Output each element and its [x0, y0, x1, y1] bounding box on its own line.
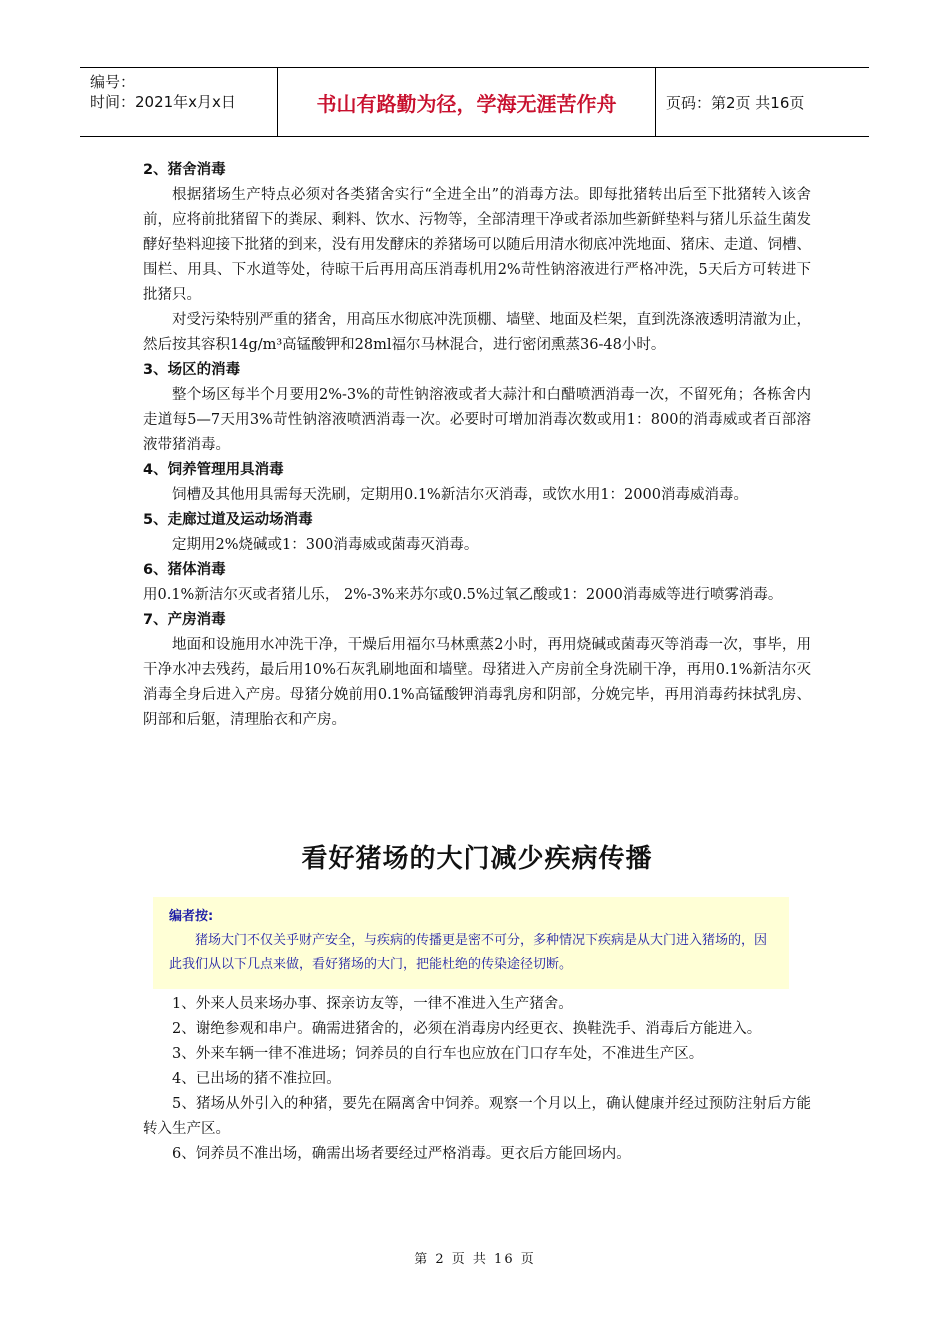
- page-footer: 第 2 页 共 16 页: [414, 1252, 536, 1267]
- section-heading: 3、场区的消毒: [143, 362, 241, 378]
- article-title: 看好猪场的大门减少疾病传播: [301, 844, 653, 874]
- paragraph: 定期用2%烧碱或1：300消毒威或菌毒灭消毒。: [172, 537, 479, 553]
- paragraph: 根据猪场生产特点必须对各类猪舍实行“全进全出”的消毒方法。即每批猪转出后至下批猪转入该舍前，应将前批猪留下的粪尿、剩料、饮水、污物等，全部清理干净或者添加些新鲜垫料与猪儿乐益生菌发酵好垫料迎接下批猪的到来，没有用发酵床的养猪场可以随后用清水彻底冲洗地面、猪床、走道、饲槽、围栏、用具、下水道等处，待晾干后再用高压消毒机用2%苛性钠溶液进行严格冲洗，5天后方可转进下批猪只。: [143, 187, 811, 303]
- paragraph: 整个场区每半个月要用2%-3%的苛性钠溶液或者大蒜汁和白醋喷洒消毒一次，不留死角；各栋舍内走道每5—7天用3%苛性钠溶液喷洒消毒一次。必要时可增加消毒次数或用1：800的消毒威或者百部溶液带猪消毒。: [143, 387, 811, 453]
- section-heading: 7、产房消毒: [143, 612, 226, 628]
- number-label: 编号：: [90, 73, 136, 91]
- section-heading: 6、猪体消毒: [143, 562, 226, 578]
- list-item: 6、饲养员不准出场，确需出场者要经过严格消毒。更衣后方能回场内。: [172, 1146, 631, 1162]
- list-item: 2、谢绝参观和串户。确需进猪舍的，必须在消毒房内经更衣、换鞋洗手、消毒后方能进入。: [172, 1021, 762, 1037]
- rules-list: [143, 992, 811, 1167]
- list-item: 5、猪场从外引入的种猪，要先在隔离舍中饲养。观察一个月以上，确认健康并经过预防注射后方能转入生产区。: [143, 1096, 811, 1137]
- paragraph: 地面和设施用水冲洗干净，干燥后用福尔马林熏蒸2小时，再用烧碱或菌毒灭等消毒一次，事毕，用干净水冲去残药，最后用10%石灰乳刷地面和墙壁。母猪进入产房前全身洗刷干净，再用0.1%新洁尔灭消毒全身后进入产房。母猪分娩前用0.1%高锰酸钾消毒乳房和阴部，分娩完毕，再用消毒药抹拭乳房、阴部和后躯，清理胎衣和产房。: [143, 637, 811, 728]
- editor-note-heading: 编者按:: [169, 909, 214, 924]
- section-heading: 5、走廊过道及运动场消毒: [143, 512, 313, 528]
- paragraph: 对受污染特别严重的猪舍，用高压水彻底冲洗顶棚、墙壁、地面及栏架，直到洗涤液透明清澈为止，然后按其容积14g/m³高锰酸钾和28ml福尔马林混合，进行密闭熏蒸36-48小时。: [143, 312, 811, 353]
- header-motto: 书山有路勤为径，学海无涯苦作舟: [278, 68, 656, 136]
- list-item: 3、外来车辆一律不准进场；饲养员的自行车也应放在门口存车处，不准进生产区。: [172, 1046, 704, 1062]
- header-page-label: 页码：第2页 共16页: [666, 93, 805, 112]
- paragraph: 饲槽及其他用具需每天洗刷，定期用0.1%新洁尔灭消毒，或饮水用1：2000消毒威消毒。: [172, 487, 748, 503]
- list-item: 4、已出场的猪不准拉回。: [172, 1071, 341, 1087]
- section-heading: 4、饲养管理用具消毒: [143, 462, 284, 478]
- time-label: 时间：2021年x月x日: [90, 93, 236, 111]
- document-header: [80, 67, 869, 137]
- main-content: [143, 158, 811, 733]
- list-item: 1、外来人员来场办事、探亲访友等，一律不准进入生产猪舍。: [172, 996, 573, 1012]
- editor-note-text: 猪场大门不仅关乎财产安全，与疾病的传播更是密不可分，多种情况下疾病是从大门进入猪场的，因此我们从以下几点来做，看好猪场的大门，把能杜绝的传染途径切断。: [169, 933, 768, 972]
- header-meta: [80, 68, 278, 136]
- editor-note: [153, 897, 789, 989]
- section-heading: 2、猪舍消毒: [143, 162, 226, 178]
- paragraph: 用0.1%新洁尔灭或者猪儿乐， 2%-3%来苏尔或0.5%过氧乙酸或1：2000消毒威等进行喷雾消毒。: [143, 587, 783, 603]
